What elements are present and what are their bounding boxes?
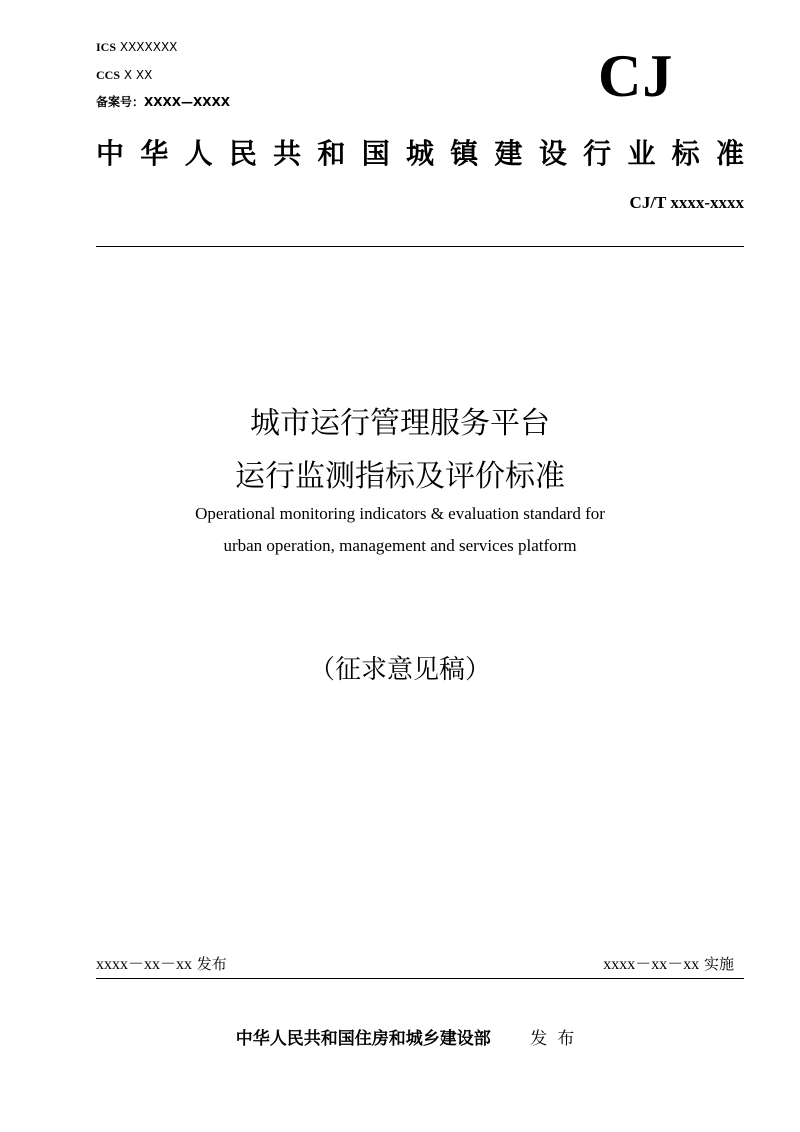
standard-classification — [96, 136, 744, 172]
classification-char: 设 — [538, 137, 567, 170]
classification-char: 镇 — [450, 137, 479, 170]
issue-date — [96, 954, 227, 975]
english-title-line-1: Operational monitoring indicators & evaluation standard for — [195, 504, 605, 523]
classification-char: 标 — [671, 137, 700, 170]
implement-date-label: 实施 — [703, 955, 734, 973]
classification-char: 人 — [184, 137, 213, 170]
classification-char: 建 — [494, 137, 523, 170]
implement-date — [603, 954, 734, 975]
ics-label: ICS — [96, 40, 117, 54]
issuer-line — [0, 1028, 800, 1050]
ics-value: XXXXXXX — [119, 40, 178, 54]
classification-char: 中 — [96, 137, 125, 170]
draft-status: （征求意见稿） — [308, 655, 491, 685]
classification-char: 华 — [140, 137, 169, 170]
issuer: 中华人民共和国住房和城乡建设部 — [235, 1029, 491, 1049]
title-line-2: 运行监测指标及评价标准 — [235, 459, 565, 494]
standard-code: CJ/T xxxx-xxxx — [629, 193, 744, 212]
issue-date-label: 发布 — [196, 955, 227, 973]
title-line-1: 城市运行管理服务平台 — [250, 406, 550, 441]
bottom-divider — [96, 978, 744, 979]
issue-verb: 发布 — [530, 1029, 585, 1049]
classification-char: 行 — [583, 137, 612, 170]
ccs-value: X XX — [123, 68, 153, 82]
classification-char: 和 — [317, 137, 346, 170]
classification-char: 准 — [715, 137, 744, 170]
cj-logo: CJ — [598, 43, 674, 109]
classification-char: 国 — [361, 137, 390, 170]
english-title-line-2: urban operation, management and services platform — [223, 536, 577, 555]
classification-char: 民 — [228, 137, 257, 170]
classification-char: 共 — [273, 137, 302, 170]
issue-date-value: xxxx－xx－xx — [96, 956, 193, 973]
classification-char: 业 — [627, 137, 656, 170]
classification-char: 城 — [405, 137, 434, 170]
record-number: 备案号：XXXX—XXXX — [96, 95, 231, 109]
implement-date-value: xxxx－xx－xx — [603, 956, 700, 973]
ccs-label: CCS — [96, 68, 121, 82]
ccs-code — [96, 68, 152, 82]
ics-code — [96, 40, 177, 54]
top-divider — [96, 246, 744, 247]
